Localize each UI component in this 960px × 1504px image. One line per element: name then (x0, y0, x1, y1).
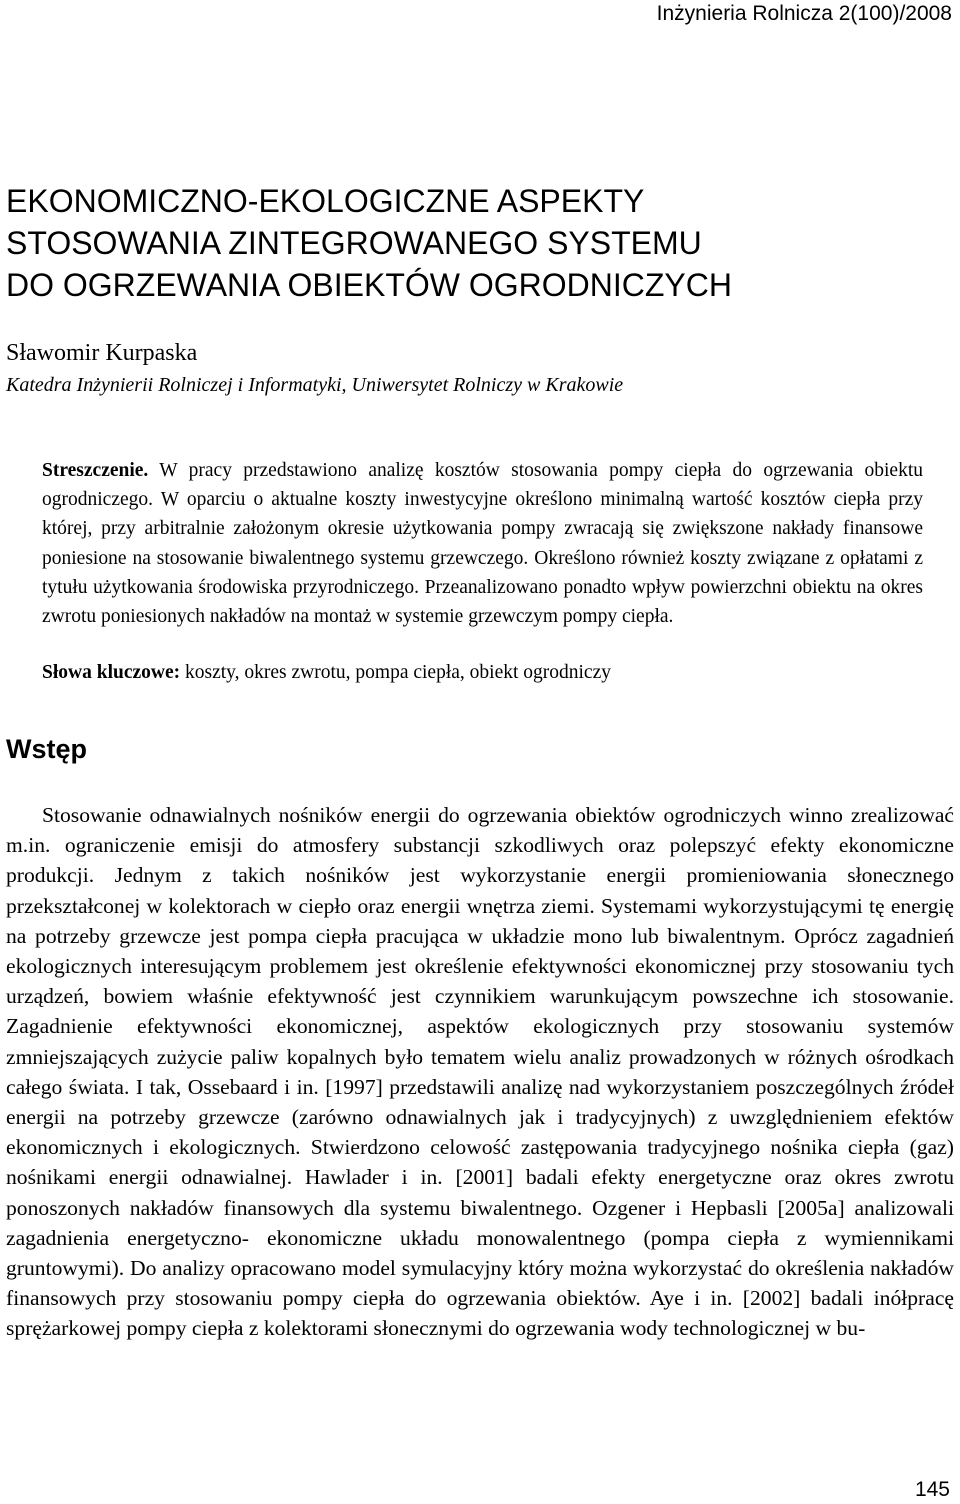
author-name: Sławomir Kurpaska (6, 340, 198, 366)
journal-header: Inżynieria Rolnicza 2(100)/2008 (656, 2, 952, 25)
intro-paragraph: Stosowanie odnawialnych nośników energii do ogrzewania obiektów ogrodniczych winno zrealizować m.in. ograniczenie emisji do atmosfery substancji szkodliwych oraz polepszyć efekty ekonomiczne produkcji. Jednym z takich nośników jest wykorzystanie energii promieniowania słonecznego przekształconej w kolektorach w ciepło oraz energii wnętrza ziemi. Systemami wykorzystującymi tę energię na potrzeby grzewcze jest pompa ciepła pracująca w układzie mono lub biwalentnym. Oprócz zagadnień ekologicznych interesującym problemem jest określenie efektywności ekonomicznej przy stosowaniu tych urządzeń, bowiem właśnie efektywność jest czynnikiem warunkującym powszechne ich stosowanie. Zagadnienie efektywności ekonomicznej, aspektów ekologicznych przy stosowaniu systemów zmniejszających zużycie paliw kopalnych było tematem wielu analiz prowadzonych w różnych ośrodkach całego świata. I tak, Ossebaard i in. [1997] przedstawili analizę nad wykorzystaniem poszczególnych źródeł energii na potrzeby grzewcze (zarówno odnawialnych jak i tradycyjnych) z uwzględnieniem efektów ekonomicznych i ekologicznych. Stwierdzono celowość zastępowania tradycyjnego nośnika ciepła (gaz) nośnikami energii odnawialnej. Hawlader i in. [2001] badali efekty energetyczne oraz okres zwrotu ponoszonych nakładów finansowych dla systemu biwalentnego. Ozgener i Hepbasli [2005a] analizowali zagadnienia energetyczno- ekonomiczne układu monowalentnego (pompa ciepła z wymiennikami gruntowymi). Do analizy opracowano model symulacyjny który można wykorzystać do określenia nakładów finansowych przy stosowaniu pompy ciepła do ogrzewania obiektów. Aye i in. [2002] badali inółpracę sprężarkowej pompy ciepła z kolektorami słonecznymi do ogrzewania wody technologicznej w bu- (6, 803, 954, 1341)
title-line-2: STOSOWANIA ZINTEGROWANEGO SYSTEMU (6, 225, 702, 261)
keywords-text: koszty, okres zwrotu, pompa ciepła, obiekt ogrodniczy (180, 662, 611, 683)
title-line-3: DO OGRZEWANIA OBIEKTÓW OGRODNICZYCH (6, 267, 732, 303)
keywords (42, 662, 611, 684)
title-line-1: EKONOMICZNO-EKOLOGICZNE ASPEKTY (6, 183, 645, 219)
page-number: 145 (914, 1478, 950, 1501)
author-affiliation: Katedra Inżynierii Rolniczej i Informatyki, Uniwersytet Rolniczy w Krakowie (6, 374, 624, 396)
article-title (6, 180, 732, 306)
section-heading: Wstęp (6, 734, 87, 764)
keywords-label: Słowa kluczowe: (42, 662, 181, 683)
abstract-label: Streszczenie. (42, 460, 149, 481)
abstract-text: W pracy przedstawiono analizę kosztów stosowania pompy ciepła do ogrzewania obiektu ogrodniczego. W oparciu o aktualne koszty inwestycyjne określono minimalną wartość kosztów ciepła przy której, przy arbitralnie założonym okresie użytkowania pompy zwracają się zwiększone nakłady finansowe poniesione na stosowanie biwalentnego systemu grzewczego. Określono również koszty związane z opłatami z tytułu użytkowania środowiska przyrodniczego. Przeanalizowano ponadto wpływ powierzchni obiektu na okres zwrotu poniesionych nakładów na montaż w systemie grzewczym pompy ciepła. (42, 460, 923, 628)
abstract (42, 456, 923, 631)
